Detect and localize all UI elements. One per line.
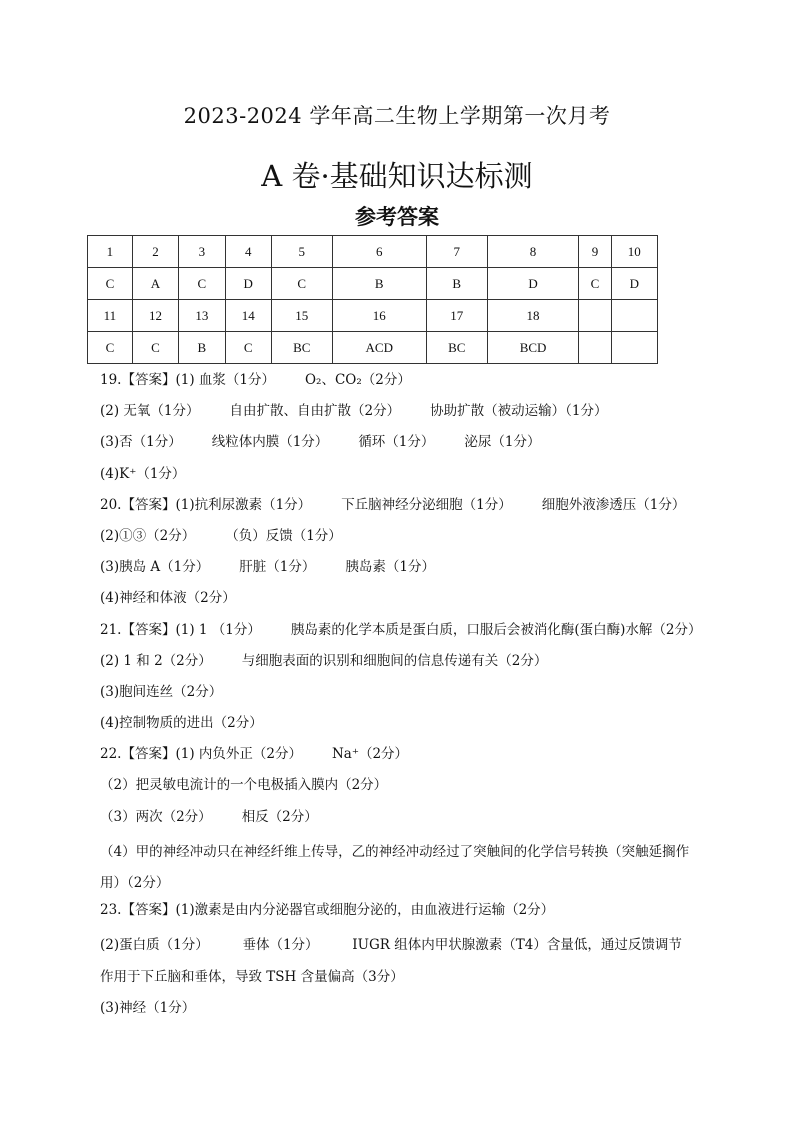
answer-part: 肝脏（1分） xyxy=(239,559,316,576)
answer-line xyxy=(100,494,690,525)
answer-line xyxy=(100,774,690,805)
answer-line xyxy=(100,400,690,431)
table-cell: B xyxy=(179,332,225,364)
table-cell: 4 xyxy=(225,236,271,268)
answer-table xyxy=(87,235,658,364)
answer-line xyxy=(100,463,690,494)
answer-part: 胰岛素（1分） xyxy=(345,559,435,576)
table-cell: 14 xyxy=(225,300,271,332)
answer-part: 22.【答案】(1) 内负外正（2分） xyxy=(100,746,302,763)
answer-part: 20.【答案】(1)抗利尿激素（1分） xyxy=(100,496,312,513)
answer-part: O₂、CO₂（2分） xyxy=(304,372,411,388)
answer-part: 线粒体内膜（1分） xyxy=(211,434,329,451)
answer-line: (2)蛋白质（1分） 垂体（1分） IUGR 组体内甲状腺激素（T4）含量低，通过反馈调节作用于下丘脑和垂体，导致 TSH 含量偏高（3分） xyxy=(100,937,682,985)
answer-line xyxy=(100,712,690,743)
table-cell: 2 xyxy=(132,236,178,268)
answer-part: 19.【答案】(1) 血浆（1分） xyxy=(100,372,275,388)
answer-lines xyxy=(100,369,702,1024)
answer-part: （负）反馈（1分） xyxy=(225,527,342,544)
table-cell xyxy=(611,300,657,332)
table-cell: 5 xyxy=(271,236,332,268)
table-cell: C xyxy=(271,268,332,300)
table-cell: BC xyxy=(426,332,487,364)
table-cell xyxy=(579,300,611,332)
table-cell: 8 xyxy=(487,236,579,268)
table-cell: A xyxy=(132,268,178,300)
answer-line xyxy=(100,743,690,774)
table-cell: C xyxy=(579,268,611,300)
answer-part: 自由扩散、自由扩散（2分） xyxy=(229,403,401,420)
table-row xyxy=(88,236,658,268)
answer-part: (2)①③（2分） xyxy=(100,527,196,544)
answer-line xyxy=(100,556,690,587)
table-cell: 3 xyxy=(179,236,225,268)
answer-part: 泌尿（1分） xyxy=(464,434,541,451)
table-cell: D xyxy=(487,268,579,300)
answer-part: (2) 无氧（1分） xyxy=(100,403,200,420)
table-cell: 16 xyxy=(332,300,426,332)
answer-part: 协助扩散（被动运输）（1分） xyxy=(430,403,608,420)
table-cell: 10 xyxy=(611,236,657,268)
answer-part: (2) 1 和 2（2分） xyxy=(100,652,212,669)
table-cell xyxy=(579,332,611,364)
answer-part: 循环（1分） xyxy=(358,434,435,451)
table-cell: 6 xyxy=(332,236,426,268)
answer-part: (3)胰岛 A（1分） xyxy=(100,559,210,576)
answer-part: 胰岛素的化学本质是蛋白质，口服后会被消化酶(蛋白酶)水解（2分） xyxy=(290,621,702,638)
table-cell: BCD xyxy=(487,332,579,364)
answer-part: (3)否（1分） xyxy=(100,434,182,451)
section-heading: 参考答案 xyxy=(355,204,439,229)
answer-part: （2）把灵敏电流计的一个电极插入膜内（2分） xyxy=(100,777,388,794)
table-row xyxy=(88,268,658,300)
table-cell: B xyxy=(332,268,426,300)
answer-part: (4)K⁺（1分） xyxy=(100,465,186,482)
answer-part: 相反（2分） xyxy=(241,808,318,825)
answer-line xyxy=(100,587,690,618)
answer-line xyxy=(100,899,690,930)
answer-part: Na⁺（2分） xyxy=(331,746,409,763)
table-cell: 15 xyxy=(271,300,332,332)
answer-line xyxy=(100,650,690,681)
answer-part: (4)神经和体液（2分） xyxy=(100,590,236,607)
answer-part: 细胞外液渗透压（1分） xyxy=(541,496,686,513)
answer-part: (3)胞间连丝（2分） xyxy=(100,683,223,700)
table-row xyxy=(88,300,658,332)
table-cell: C xyxy=(225,332,271,364)
answer-line xyxy=(100,369,690,400)
exam-title: 2023-2024 学年高二生物上学期第一次月考 xyxy=(183,104,611,128)
table-cell: 13 xyxy=(179,300,225,332)
answer-line: (3)神经（1分） xyxy=(100,999,196,1016)
answer-line: （4）甲的神经冲动只在神经纤维上传导，乙的神经冲动经过了突触间的化学信号转换（突触延搁作用）（2分） xyxy=(100,843,690,892)
table-cell: 11 xyxy=(88,300,133,332)
table-cell: BC xyxy=(271,332,332,364)
table-cell: ACD xyxy=(332,332,426,364)
exam-subtitle: A 卷·基础知识达标测 xyxy=(261,159,533,193)
table-cell: C xyxy=(132,332,178,364)
table-cell: C xyxy=(179,268,225,300)
table-cell: D xyxy=(225,268,271,300)
table-row xyxy=(88,332,658,364)
table-cell: D xyxy=(611,268,657,300)
answer-part: (4)控制物质的进出（2分） xyxy=(100,715,263,732)
answer-line xyxy=(100,525,690,556)
answer-line xyxy=(100,681,690,712)
table-cell: B xyxy=(426,268,487,300)
table-cell xyxy=(611,332,657,364)
answer-part: 与细胞表面的识别和细胞间的信息传递有关（2分） xyxy=(241,652,548,669)
table-cell: 17 xyxy=(426,300,487,332)
table-cell: C xyxy=(88,332,133,364)
table-cell: 9 xyxy=(579,236,611,268)
answer-line xyxy=(100,619,702,650)
table-cell: 12 xyxy=(132,300,178,332)
table-cell: 18 xyxy=(487,300,579,332)
answer-part: 23.【答案】(1)激素是由内分泌器官或细胞分泌的，由血液进行运输（2分） xyxy=(100,902,555,919)
answer-part: 下丘脑神经分泌细胞（1分） xyxy=(341,496,512,513)
answer-part: 21.【答案】(1) 1 （1分） xyxy=(100,621,261,638)
table-cell: 7 xyxy=(426,236,487,268)
answer-part: （3）两次（2分） xyxy=(100,808,212,825)
answer-line xyxy=(100,431,690,462)
table-cell: 1 xyxy=(88,236,133,268)
answer-line xyxy=(100,806,690,837)
table-cell: C xyxy=(88,268,133,300)
